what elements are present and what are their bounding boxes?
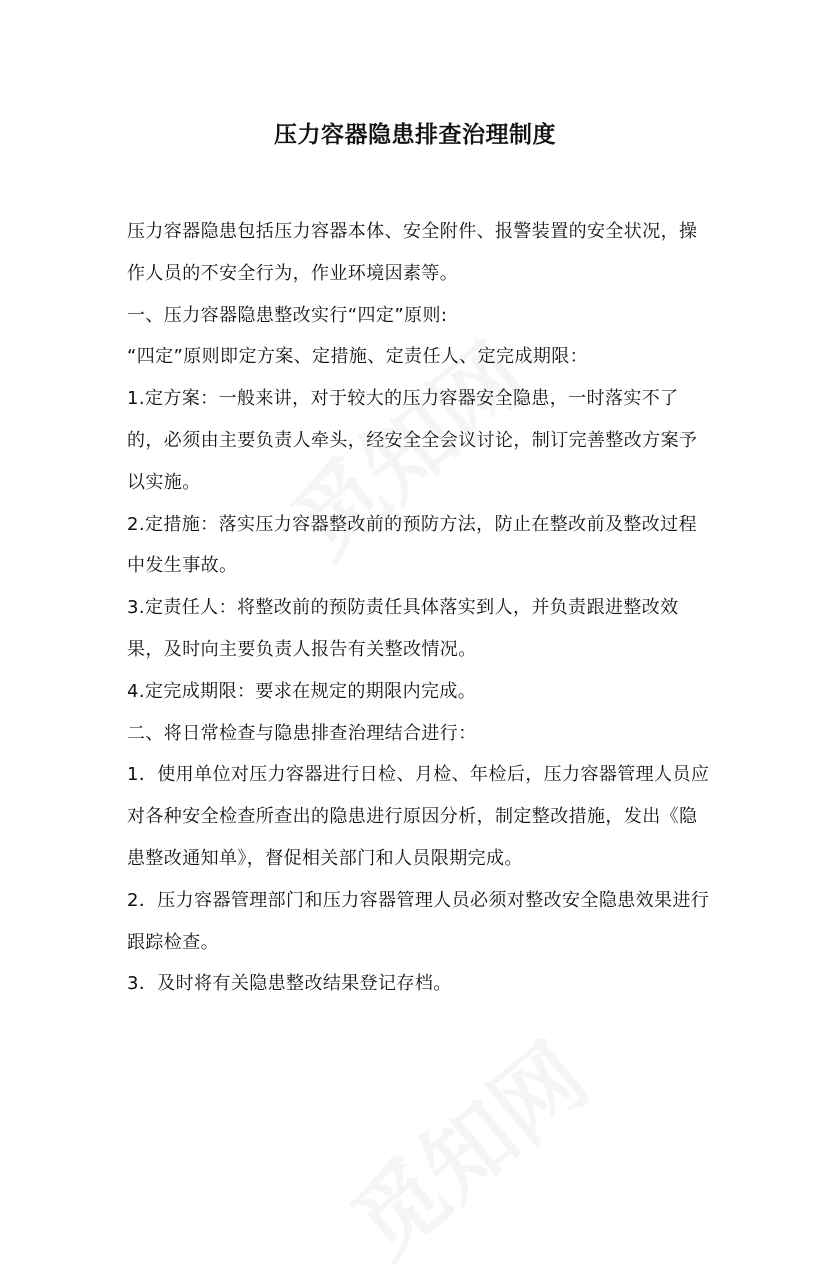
list-item: 1.定方案：一般来讲，对于较大的压力容器安全隐患，一时落实不了的，必须由主要负责人牵头，经安全全会议讨论，制订完善整改方案予以实施。 [127, 388, 698, 493]
paragraph-intro: 压力容器隐患包括压力容器本体、安全附件、报警装置的安全状况，操作人员的不安全行为，作业环境因素等。 [127, 221, 698, 284]
list-item: 3．及时将有关隐患整改结果登记存档。 [127, 973, 452, 995]
paragraph: “四定”原则即定方案、定措施、定责任人、定完成期限： [127, 346, 589, 368]
section-heading-2: 二、将日常检查与隐患排查治理结合进行： [127, 722, 477, 744]
list-item: 3.定责任人：将整改前的预防责任具体落实到人，并负责跟进整改效果，及时向主要负责人报告有关整改情况。 [127, 597, 679, 660]
list-item: 1．使用单位对压力容器进行日检、月检、年检后，压力容器管理人员应对各种安全检查所查出的隐患进行原因分析，制定整改措施，发出《隐患整改通知单》，督促相关部门和人员限期完成。 [127, 764, 710, 869]
list-item: 4.定完成期限：要求在规定的期限内完成。 [127, 680, 477, 702]
list-item: 2.定措施：落实压力容器整改前的预防方法，防止在整改前及整改过程中发生事故。 [127, 513, 697, 577]
watermark [320, 1008, 610, 1281]
document-title: 压力容器隐患排查治理制度 [274, 122, 556, 148]
document-body [127, 211, 712, 1005]
section-heading-1: 一、压力容器隐患整改实行“四定”原则: [127, 304, 448, 326]
list-item: 2．压力容器管理部门和压力容器管理人员必须对整改安全隐患效果进行跟踪检查。 [127, 889, 710, 953]
